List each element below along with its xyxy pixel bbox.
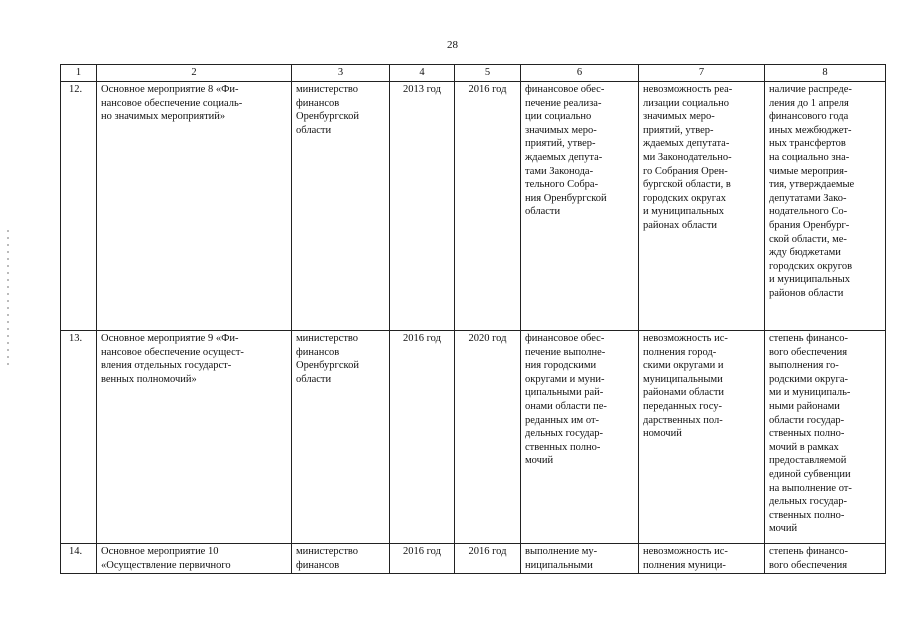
table-row [61, 331, 886, 544]
page-number: 28 [447, 39, 458, 51]
column-header-4: 4 [390, 65, 455, 82]
related-indicator: наличие распреде- ления до 1 апреля финансового года иных межбюджет- ных трансфертов на социально зна- чимые мероприя- тия, утверждаемые депутатами Зако- нодательного Со- брания Оренбург- ской области, ме- жду бюджетами городских округов и муниципальных районов области [765, 82, 886, 331]
executor: министерство финансов Оренбургской области [292, 82, 390, 331]
column-header-3: 3 [292, 65, 390, 82]
executor: министерство финансов [292, 544, 390, 574]
related-indicator: степень финансо- вого обеспечения выполнения го- родскими округа- ми и муниципаль- ными районами области государ- ственных полно- мочий в рамках предоставляемой единой субвенции на выполнение от- дельных государ- ственных полно- мочий [765, 331, 886, 544]
expected-result: выполнение му- ниципальными [521, 544, 639, 574]
row-number: 13. [61, 331, 97, 544]
row-number: 12. [61, 82, 97, 331]
end-year: 2016 год [455, 82, 521, 331]
table-row [61, 544, 886, 574]
scan-edge-marks [7, 230, 9, 370]
non-implementation-consequence: невозможность ис- полнения город- скими округами и муниципальными районами области переданных госу- дарственных пол- номочий [639, 331, 765, 544]
start-year: 2016 год [390, 544, 455, 574]
event-name: Основное мероприятие 8 «Фи- нансовое обеспечение социаль- но значимых мероприятий» [97, 82, 292, 331]
column-header-2: 2 [97, 65, 292, 82]
column-header-5: 5 [455, 65, 521, 82]
event-name: Основное мероприятие 10 «Осуществление первичного [97, 544, 292, 574]
table-row [61, 82, 886, 331]
start-year: 2013 год [390, 82, 455, 331]
column-header-6: 6 [521, 65, 639, 82]
related-indicator: степень финансо- вого обеспечения [765, 544, 886, 574]
end-year: 2020 год [455, 331, 521, 544]
column-header-8: 8 [765, 65, 886, 82]
column-header-1: 1 [61, 65, 97, 82]
header-row [61, 65, 886, 82]
end-year: 2016 год [455, 544, 521, 574]
expected-result: финансовое обес- печение реализа- ции социально значимых меро- приятий, утвер- ждаемых депута- тами Законода- тельного Собра- ния Оренбургской области [521, 82, 639, 331]
executor: министерство финансов Оренбургской области [292, 331, 390, 544]
non-implementation-consequence: невозможность реа- лизации социально значимых меро- приятий, утвер- ждаемых депутата- ми Законодательно- го Собрания Орен- бургской области, в городских округах и муниципальных районах области [639, 82, 765, 331]
row-number: 14. [61, 544, 97, 574]
non-implementation-consequence: невозможность ис- полнения муници- [639, 544, 765, 574]
start-year: 2016 год [390, 331, 455, 544]
column-header-7: 7 [639, 65, 765, 82]
expected-result: финансовое обес- печение выполне- ния городскими округами и муни- ципальными рай- онами области пе- реданных им от- дельных государ- ственных полно- мочий [521, 331, 639, 544]
program-events-table [60, 64, 886, 574]
event-name: Основное мероприятие 9 «Фи- нансовое обеспечение осущест- вления отдельных государст- венных полномочий» [97, 331, 292, 544]
